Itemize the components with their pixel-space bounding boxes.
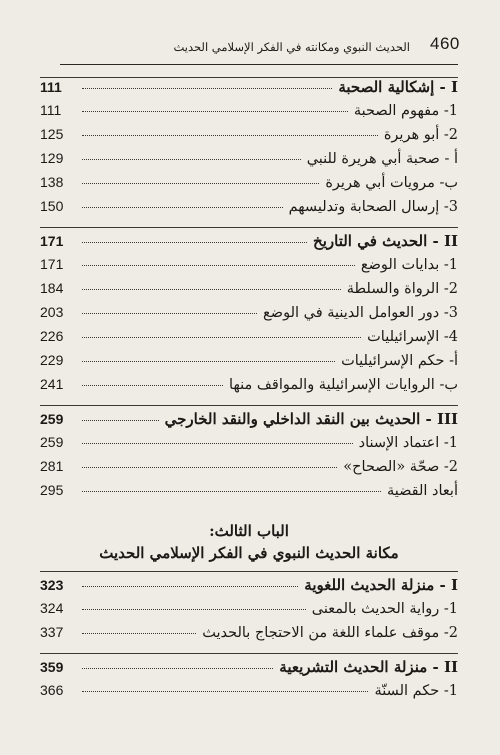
leader-dots (82, 206, 283, 208)
leader-dots (82, 336, 361, 338)
page-ref: 324 (40, 600, 64, 616)
page-ref: 129 (40, 150, 64, 166)
page-ref: 184 (40, 280, 64, 296)
toc-heading[interactable]: II - الحديث في التاريخ 171 (40, 232, 458, 250)
leader-dots (82, 608, 306, 610)
page-ref: 241 (40, 376, 64, 392)
leader-dots (82, 384, 223, 386)
section-rule (40, 77, 458, 78)
leader-dots (82, 110, 348, 112)
running-title: الحديث النبوي ومكانته في الفكر الإسلامي الحديث (173, 40, 410, 54)
page-header (0, 34, 500, 60)
page-ref: 259 (40, 434, 64, 450)
toc-item[interactable]: 1- مفهوم الصحبة 111 (40, 102, 458, 119)
page-ref: 171 (40, 233, 64, 249)
leader-dots (82, 87, 332, 89)
toc-item[interactable]: 1- اعتماد الإسناد 259 (40, 434, 458, 451)
leader-dots (82, 134, 378, 136)
page-ref: 171 (40, 256, 64, 272)
page-ref: 111 (40, 102, 62, 118)
page-ref: 203 (40, 304, 64, 320)
toc-item[interactable]: 2- الرواة والسلطة 184 (40, 280, 458, 297)
page-ref: 323 (40, 577, 64, 593)
page-ref: 337 (40, 624, 64, 640)
toc-item[interactable]: ب- مرويات أبي هريرة 138 (40, 174, 458, 191)
page-ref: 259 (40, 411, 64, 427)
page-ref: 295 (40, 482, 64, 498)
toc-item[interactable]: 3- دور العوامل الدينية في الوضع 203 (40, 304, 458, 321)
toc-heading[interactable]: I - إشكالية الصحبة 111 (40, 78, 458, 96)
page-ref: 226 (40, 328, 64, 344)
toc-heading[interactable]: III - الحديث بين النقد الداخلي والنقد الخارجي 259 (40, 410, 458, 428)
leader-dots (82, 360, 335, 362)
toc-item[interactable]: 1- حكم السنّة 366 (40, 682, 458, 699)
toc-item[interactable]: 1- بدايات الوضع 171 (40, 256, 458, 273)
toc-item[interactable]: 2- موقف علماء اللغة من الاحتجاج بالحديث 337 (40, 624, 458, 641)
section-rule (40, 571, 458, 572)
toc-heading[interactable]: I - منزلة الحديث اللغوية 323 (40, 576, 458, 594)
leader-dots (82, 667, 273, 669)
leader-dots (82, 442, 353, 444)
toc-item[interactable]: 3- إرسال الصحابة وتدليسهم 150 (40, 198, 458, 215)
page-ref: 359 (40, 659, 64, 675)
toc-item[interactable]: أ - صحبة أبي هريرة للنبي 129 (40, 150, 458, 167)
toc-heading[interactable]: II - منزلة الحديث التشريعية 359 (40, 658, 458, 676)
toc-item[interactable]: 1- رواية الحديث بالمعنى 324 (40, 600, 458, 617)
section-rule (40, 653, 458, 654)
header-rule (60, 64, 458, 65)
leader-dots (82, 490, 381, 492)
leader-dots (82, 182, 319, 184)
toc-item[interactable]: أبعاد القضية 295 (40, 482, 458, 499)
toc-item[interactable]: أ- حكم الإسرائيليات 229 (40, 352, 458, 369)
page-ref: 125 (40, 126, 64, 142)
page-ref: 111 (40, 79, 62, 95)
leader-dots (82, 419, 159, 421)
leader-dots (82, 466, 337, 468)
leader-dots (82, 632, 196, 634)
page-ref: 150 (40, 198, 64, 214)
toc-item[interactable]: ب- الروايات الإسرائيلية والمواقف منها 241 (40, 376, 458, 393)
leader-dots (82, 690, 368, 692)
page-ref: 138 (40, 174, 64, 190)
leader-dots (82, 288, 341, 290)
page-ref: 281 (40, 458, 64, 474)
page-number: 460 (430, 34, 460, 53)
leader-dots (82, 585, 298, 587)
part-subtitle: مكانة الحديث النبوي في الفكر الإسلامي الحديث (99, 544, 399, 562)
leader-dots (82, 158, 301, 160)
leader-dots (82, 241, 307, 243)
toc-item[interactable]: 4- الإسرائيليات 226 (40, 328, 458, 345)
leader-dots (82, 264, 355, 266)
section-rule (40, 405, 458, 406)
part-title: الباب الثالث: (209, 522, 289, 540)
page-ref: 229 (40, 352, 64, 368)
section-rule (40, 227, 458, 228)
page-ref: 366 (40, 682, 64, 698)
toc-item[interactable]: 2- صحّة «الصحاح» 281 (40, 458, 458, 475)
leader-dots (82, 312, 257, 314)
toc-item[interactable]: 2- أبو هريرة 125 (40, 126, 458, 143)
